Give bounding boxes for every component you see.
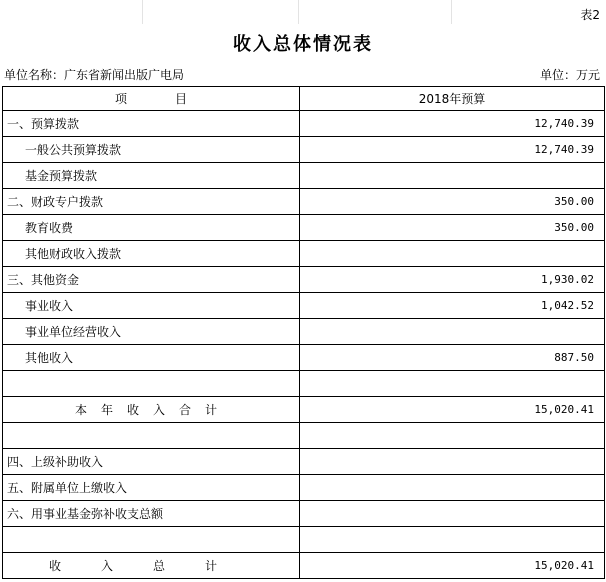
table-row [3,345,605,371]
row-value [300,423,605,449]
row-label: 基金预算拨款 [3,163,300,189]
row-label: 其他财政收入拨款 [3,241,300,267]
row-label [3,371,300,397]
table-row [3,189,605,215]
table-row [3,319,605,345]
row-value [300,449,605,475]
header-item-char-2: 目 [175,92,188,106]
grand-total-row [3,553,605,579]
header-budget-year: 2018年预算 [300,87,605,111]
grand-total-value: 15,020.41 [300,553,605,579]
row-label: 教育收费 [3,215,300,241]
subtotal-row [3,397,605,423]
row-value [300,371,605,397]
subtotal-value: 15,020.41 [300,397,605,423]
table-row [3,163,605,189]
table-row [3,267,605,293]
currency-unit-label: 单位：万元 [539,68,600,82]
subtotal-label: 本年收入合计 [3,397,300,423]
row-label: 事业收入 [3,293,300,319]
table-row [3,423,605,449]
row-value: 1,930.02 [300,267,605,293]
row-label: 三、其他资金 [3,267,300,293]
row-value: 12,740.39 [300,111,605,137]
table-row [3,371,605,397]
row-label [3,423,300,449]
table-row [3,111,605,137]
row-label: 其他收入 [3,345,300,371]
header-item [3,87,300,111]
table-row [3,449,605,475]
row-value: 887.50 [300,345,605,371]
row-value: 350.00 [300,189,605,215]
table-row [3,241,605,267]
table-header-row [3,87,605,111]
row-value: 1,042.52 [300,293,605,319]
row-label [3,527,300,553]
row-label: 二、财政专户拨款 [3,189,300,215]
row-value: 350.00 [300,215,605,241]
row-value [300,241,605,267]
income-summary-table [2,86,605,579]
row-label: 四、上级补助收入 [3,449,300,475]
row-label: 五、附属单位上缴收入 [3,475,300,501]
row-label: 一、预算拨款 [3,111,300,137]
table-row [3,215,605,241]
sheet-number: 表2 [580,8,600,22]
table-row [3,527,605,553]
row-value [300,527,605,553]
row-value: 12,740.39 [300,137,605,163]
table-row [3,501,605,527]
table-row [3,293,605,319]
row-label: 六、用事业基金弥补收支总额 [3,501,300,527]
row-label: 一般公共预算拨款 [3,137,300,163]
row-value [300,475,605,501]
row-value [300,163,605,189]
table-row [3,137,605,163]
page-title: 收入总体情况表 [233,34,373,55]
grand-total-label: 收入总计 [3,553,300,579]
unit-name-label: 单位名称：广东省新闻出版广电局 [4,68,185,82]
row-value [300,501,605,527]
header-item-char-1: 项 [114,92,127,106]
row-label: 事业单位经营收入 [3,319,300,345]
table-row [3,475,605,501]
spreadsheet-gridlines [0,0,606,24]
row-value [300,319,605,345]
